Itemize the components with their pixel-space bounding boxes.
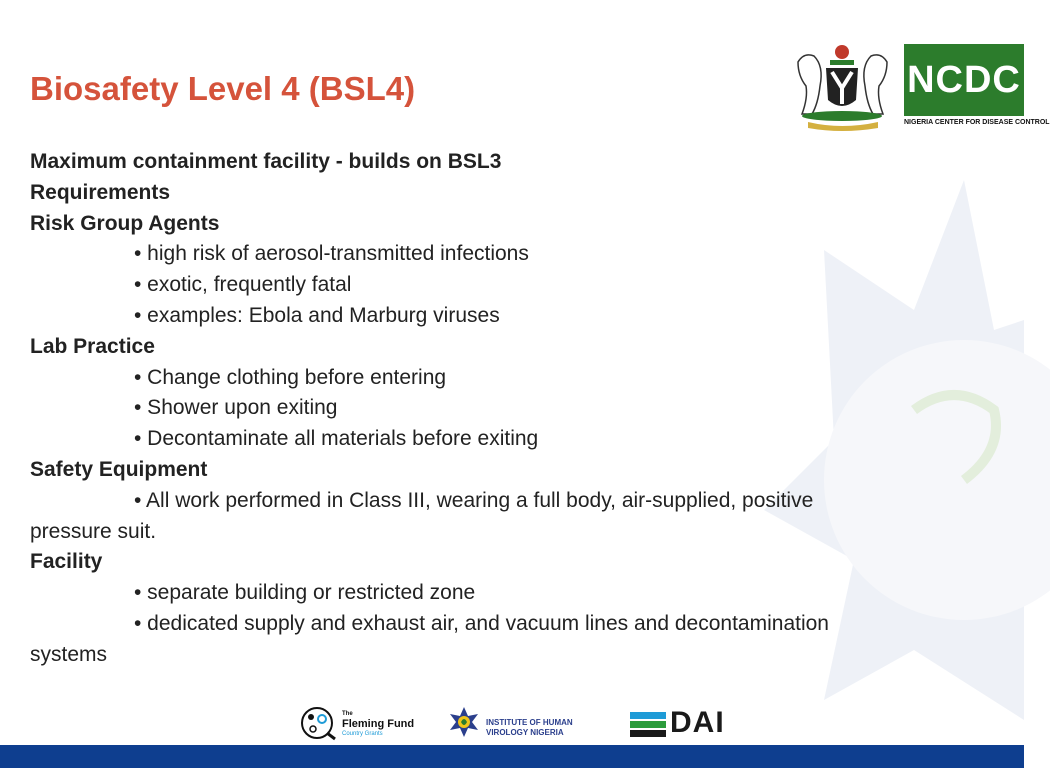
bullet-item: • Decontaminate all materials before exiting	[134, 427, 539, 451]
section-heading: Safety Equipment	[30, 457, 208, 481]
fleming-fund-logo	[300, 706, 430, 740]
bullet-item: • separate building or restricted zone	[134, 581, 476, 605]
dai-name: DAI	[670, 706, 725, 739]
ncdc-logo-subtitle: NIGERIA CENTER FOR DISEASE CONTROL	[904, 119, 1050, 126]
section-heading: Maximum containment facility - builds on BSL3	[30, 150, 502, 173]
fleming-fund-name: Fleming Fund	[342, 718, 415, 730]
fleming-fund-pre: The	[342, 711, 353, 717]
body-text-line: systems	[30, 642, 108, 666]
slide-title: Biosafety Level 4 (BSL4)	[30, 70, 416, 107]
ncdc-logo	[904, 44, 1050, 132]
bullet-item: • dedicated supply and exhaust air, and vacuum lines and decontamination	[134, 611, 829, 635]
bullet-item: • All work performed in Class III, wearing a full body, air-supplied, positive	[134, 488, 814, 512]
dai-flag-icon	[630, 712, 666, 738]
bullet-item: • Change clothing before entering	[134, 365, 447, 389]
bullet-item: • exotic, frequently fatal	[134, 273, 352, 297]
ihvn-line2: VIROLOGY NIGERIA	[486, 728, 564, 737]
body-text-line: pressure suit.	[30, 519, 157, 543]
ncdc-logo-mark: NCDC	[904, 44, 1024, 116]
bullet-item: • Shower upon exiting	[134, 396, 338, 420]
slide-body	[30, 147, 960, 671]
dai-logo	[630, 706, 730, 740]
section-heading: Requirements	[30, 180, 171, 204]
bullet-item: • examples: Ebola and Marburg viruses	[134, 303, 500, 327]
bullet-item: • high risk of aerosol-transmitted infections	[134, 242, 529, 266]
ihvn-line1: INSTITUTE OF HUMAN	[486, 718, 573, 727]
footer-partner-logos	[300, 700, 740, 744]
fleming-fund-icon	[300, 706, 338, 740]
section-heading: Facility	[30, 550, 103, 574]
fleming-fund-sub: Country Grants	[342, 731, 383, 737]
ihvn-name	[486, 718, 573, 738]
ihvn-logo	[448, 706, 588, 740]
section-heading: Risk Group Agents	[30, 211, 220, 235]
nigeria-coat-of-arms-logo	[790, 42, 895, 132]
ihvn-star-icon	[448, 706, 480, 738]
footer-bar	[0, 745, 1024, 768]
section-heading: Lab Practice	[30, 334, 155, 358]
